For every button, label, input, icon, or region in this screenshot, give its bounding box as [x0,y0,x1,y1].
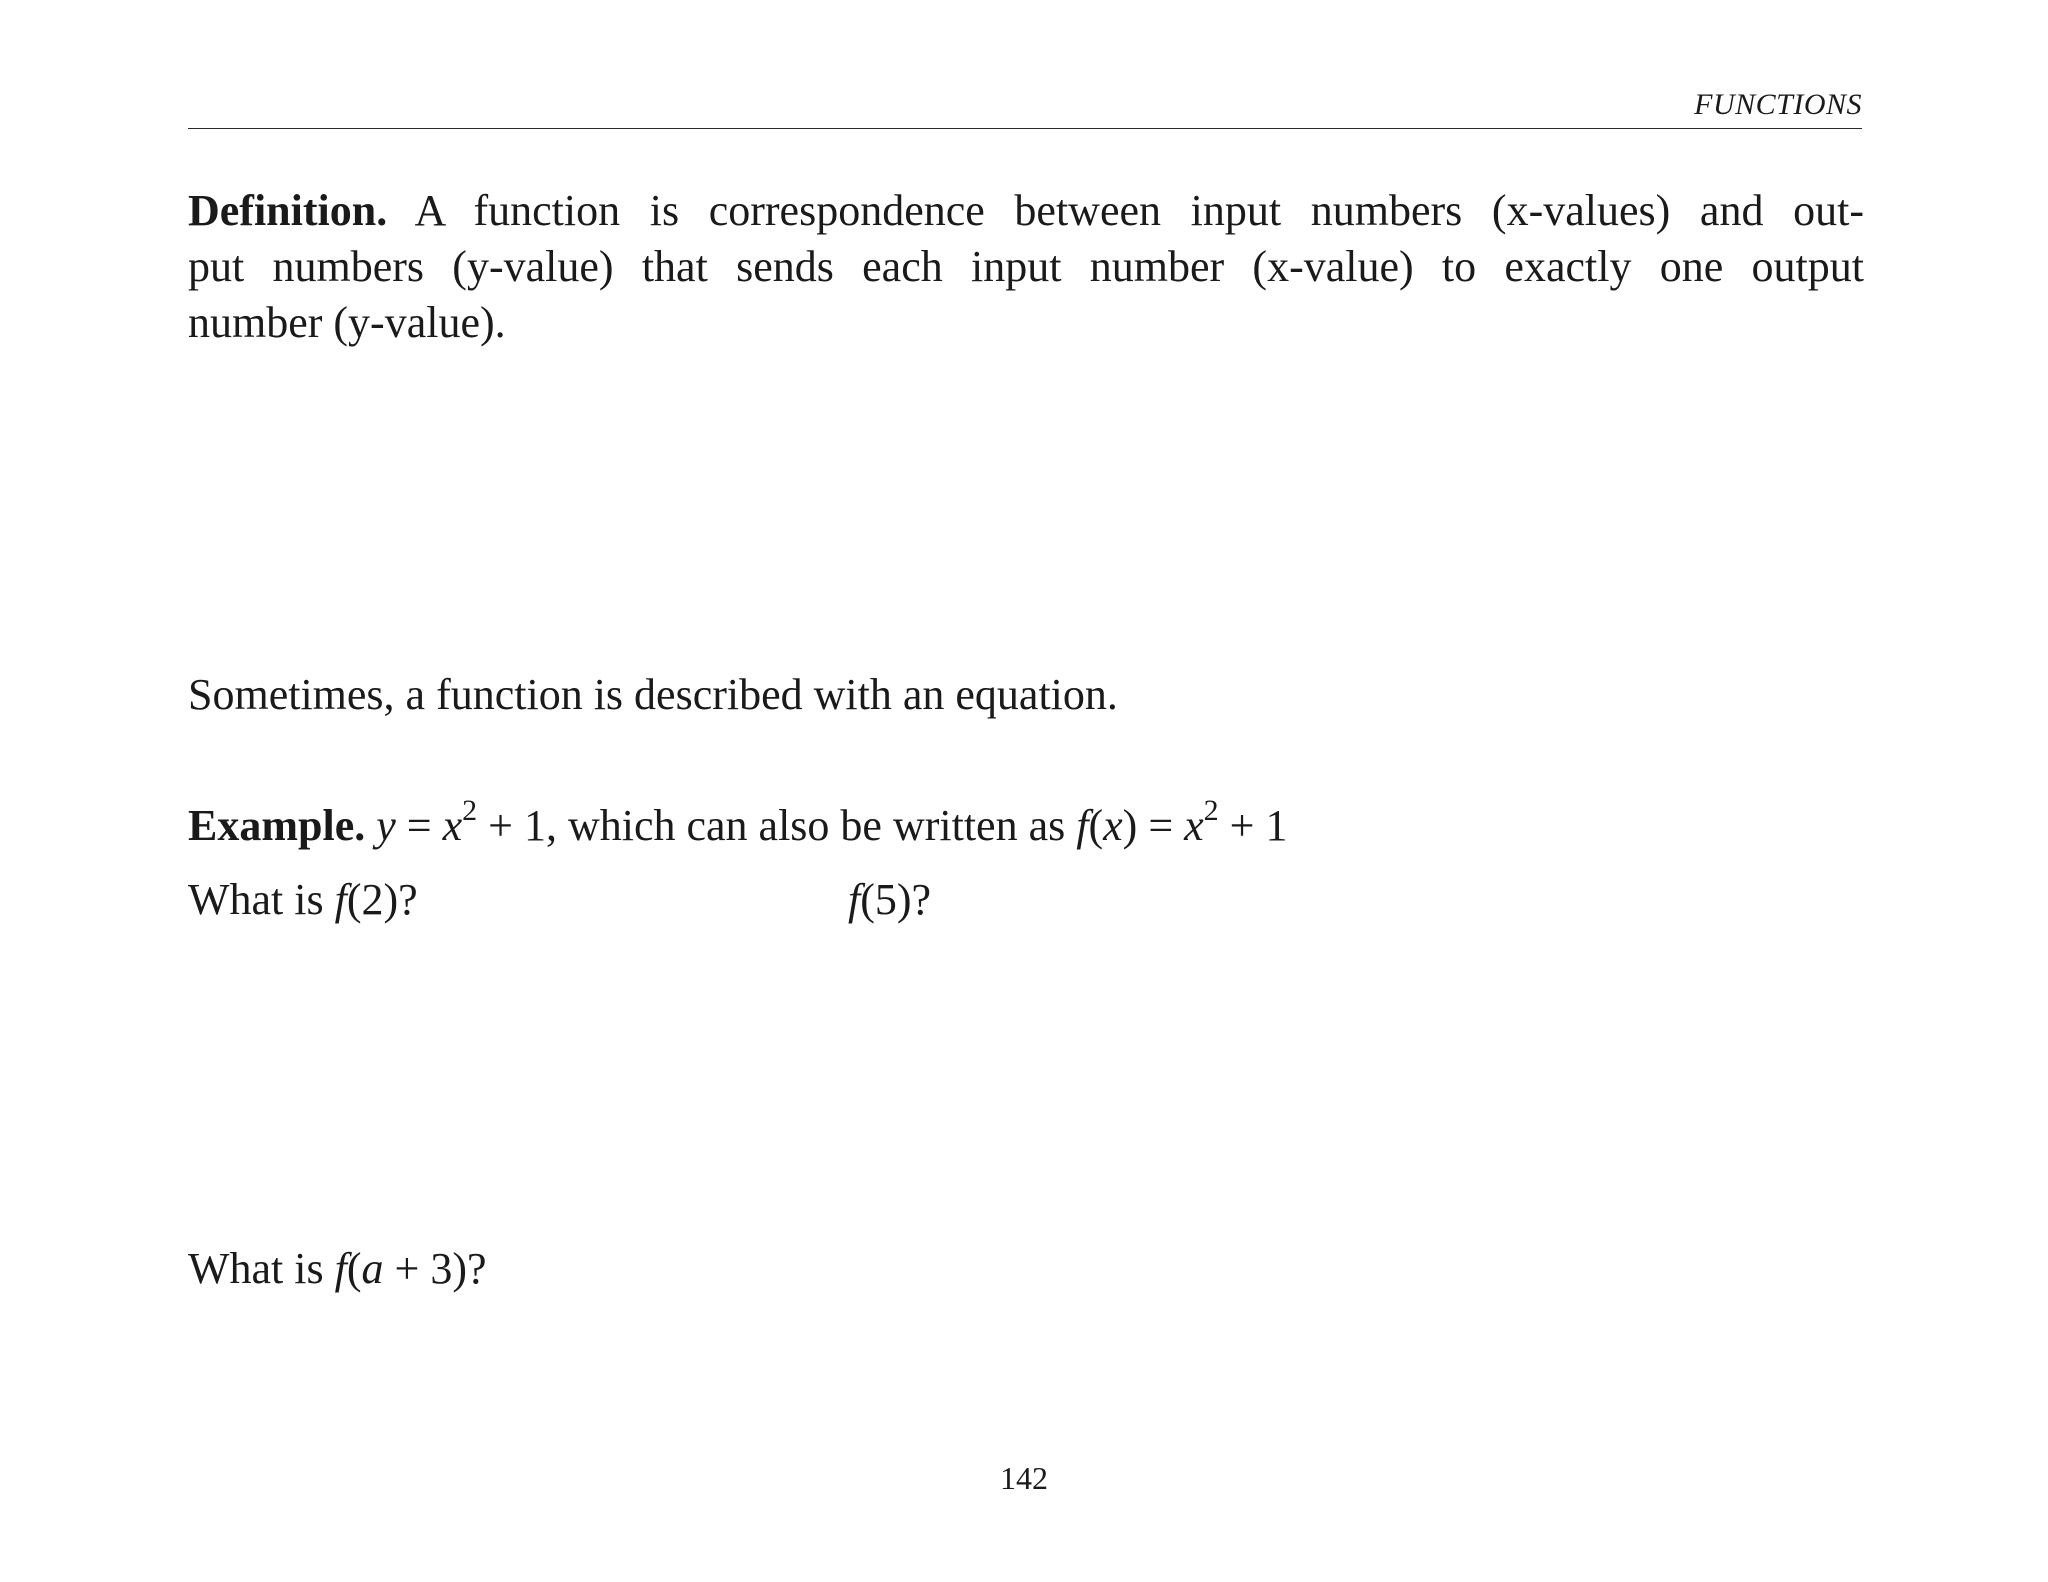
question-1-prefix: What is [188,875,335,924]
equals-1: = [395,801,443,850]
question-1-arg: (2)? [346,875,418,924]
exponent-2: 2 [1203,794,1219,828]
question-3-a: a [361,1244,384,1293]
plus-one-1: + 1 [477,801,546,850]
open-paren: ( [1088,801,1104,850]
equals-2: = [1137,801,1185,850]
question-3-open: ( [346,1244,362,1293]
sometimes-sentence: Sometimes, a function is described with an equation. [188,670,1118,719]
example-line [188,794,1864,854]
var-x-2: x [1103,801,1123,850]
example-label: Example. [188,801,366,850]
running-header: FUNCTIONS [1694,88,1862,121]
definition-text-1: A function is correspondence between input numbers (x-values) and out- [414,186,1864,235]
plus-one-2: + 1 [1218,801,1288,850]
question-3-f: f [334,1244,347,1293]
header-rule [188,128,1862,129]
question-3-rest: + 3)? [383,1244,487,1293]
question-f-of-5 [848,872,1448,928]
definition-line-1 [188,183,1864,239]
question-1-f: f [334,875,347,924]
var-x-1: x [442,801,463,850]
page-number: 142 [1000,1460,1048,1496]
definition-line-2: put numbers (y-value) that sends each input number (x-value) to exactly one output [188,242,1864,291]
close-paren: ) [1122,801,1138,850]
func-f: f [1076,801,1089,850]
question-f-of-a-plus-3 [188,1241,1864,1297]
definition-paragraph [188,183,1864,351]
definition-label: Definition. [188,186,388,235]
var-y: y [376,801,396,850]
question-3-prefix: What is [188,1244,335,1293]
exponent-1: 2 [462,794,478,828]
example-middle-text: , which can also be written as [545,801,1077,850]
question-2-f: f [848,875,861,924]
var-x-3: x [1184,801,1204,850]
definition-line-3: number (y-value). [188,298,506,347]
question-2-arg: (5)? [860,875,932,924]
